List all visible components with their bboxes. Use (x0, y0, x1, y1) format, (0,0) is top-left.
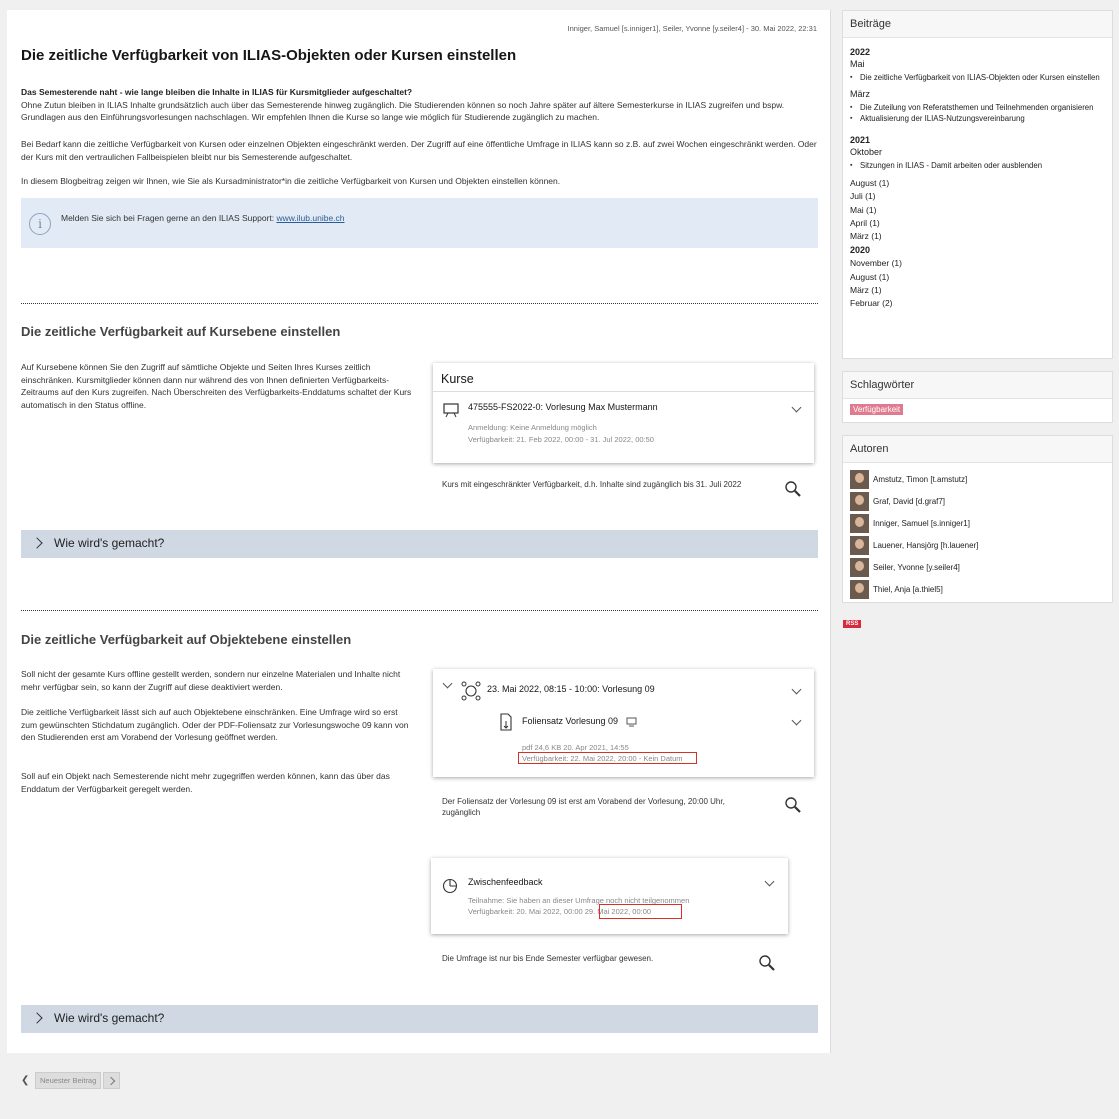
highlight-box (599, 904, 682, 919)
previous-icon[interactable]: ❮ (21, 1075, 30, 1086)
month-link[interactable]: August (1) (850, 271, 890, 282)
post-title: Die zeitliche Verfügbarkeit von ILIAS-Objekten oder Kursen einstellen (21, 47, 517, 64)
posts-panel (842, 10, 1113, 359)
month-link[interactable]: Februar (2) (850, 298, 893, 309)
list-maerz (850, 102, 1105, 125)
list-item[interactable]: ▪ Sitzungen in ILIAS - Damit arbeiten oder ausblenden (850, 160, 1105, 172)
author-item[interactable] (850, 578, 1105, 600)
months-2020 (850, 257, 1105, 310)
survey-title-link[interactable]: Zwischenfeedback (468, 877, 543, 887)
avatar (850, 580, 869, 599)
avatar (850, 492, 869, 511)
newest-post-button[interactable]: Neuester Beitrag (35, 1072, 101, 1089)
survey-availability-end: 29. Mai 2022, 00:00 (584, 907, 652, 916)
section2-title: Die zeitliche Verfügbarkeit auf Objektebene einstellen (21, 632, 352, 647)
author-item[interactable] (850, 468, 1105, 490)
card-title: Kurse (441, 372, 474, 386)
file-availability: Verfügbarkeit: 22. Mai 2022, 20:00 - Kein Datum (522, 754, 683, 763)
course-availability: Verfügbarkeit: 21. Feb 2022, 00:00 - 31. Jul 2022, 00:50 (468, 435, 654, 444)
accordion-label: Wie wird's gemacht? (54, 1011, 165, 1025)
author-item[interactable] (850, 534, 1105, 556)
zoom-icon[interactable] (758, 954, 776, 972)
chevron-down-icon[interactable] (792, 716, 802, 726)
section-divider (21, 610, 818, 611)
zoom-icon[interactable] (784, 796, 802, 814)
zoom-icon[interactable] (784, 480, 802, 498)
posts-panel-title: Beiträge (843, 11, 1112, 38)
months-2021 (850, 177, 1105, 243)
month-link[interactable]: Mai (1) (850, 204, 877, 215)
avatar (850, 514, 869, 533)
author-name: Seiler, Yvonne [y.seiler4] (873, 562, 960, 572)
file-meta: pdf 24,6 KB 20. Apr 2021, 14:55 (522, 743, 629, 752)
author-item[interactable] (850, 512, 1105, 534)
month-link[interactable]: August (1) (850, 178, 890, 188)
chevron-down-icon[interactable] (765, 877, 775, 887)
posts-panel-body (843, 38, 1112, 315)
year-2020[interactable]: 2020 (850, 245, 871, 256)
avatar (850, 536, 869, 555)
avatar (850, 558, 869, 577)
chevron-down-icon[interactable] (792, 403, 802, 413)
course-title-link[interactable]: 475555-FS2022-0: Vorlesung Max Mustermann (468, 402, 658, 412)
year-2021[interactable]: 2021 (850, 134, 871, 145)
lead-question: Das Semesterende naht - wie lange bleiben die Inhalte in ILIAS für Kursmitglieder aufgeschaltet? (21, 87, 413, 97)
list-oktober (850, 160, 1105, 172)
list-item[interactable]: ▪ Die Zuteilung von Referatsthemen und Teilnehmenden organisieren (850, 102, 1105, 114)
chevron-right-icon (31, 537, 42, 548)
list-mai (850, 72, 1105, 84)
rss-badge[interactable]: RSS (843, 620, 861, 628)
section1-text: Auf Kursebene können Sie den Zugriff auf sämtliche Objekte und Seiten Ihres Kurses zeitlich einschränken. Kursmitglieder können dann nur während des von Ihnen definierten Verfügbarkeits-Zeitraums auf den Kurs zugreifen. Nach Überschreiten des Verfügbarkeits-Enddatums schaltet der Kurs automatisch in den Status offline. (21, 362, 412, 410)
info-box (21, 198, 818, 248)
section1-title: Die zeitliche Verfügbarkeit auf Kursebene einstellen (21, 324, 341, 339)
authors-panel-body (843, 463, 1112, 604)
blog-post-panel (7, 10, 831, 1053)
author-item[interactable] (850, 490, 1105, 512)
course-card (433, 363, 814, 463)
chevron-down-icon[interactable] (443, 679, 453, 689)
survey-card (431, 858, 788, 934)
survey-participation: Teilnahme: Sie haben an dieser Umfrage noch nicht teilgenommen (468, 896, 690, 905)
course-icon (443, 402, 459, 418)
chevron-right-icon (31, 1012, 42, 1023)
month-maerz[interactable]: März (850, 88, 870, 99)
year-2022[interactable]: 2022 (850, 47, 871, 57)
howto-accordion-2[interactable] (21, 1005, 818, 1033)
survey-availability-start: Verfügbarkeit: 20. Mai 2022, 00:00 (468, 907, 585, 916)
post-paragraph-3: In diesem Blogbeitrag zeigen wir Ihnen, wie Sie als Kursadministrator*in die zeitliche Verfügbarkeit von Kursen und Objekten einstellen können. (21, 176, 561, 186)
month-mai[interactable]: Mai (850, 59, 865, 69)
next-button[interactable] (103, 1072, 120, 1089)
month-link[interactable]: März (1) (850, 231, 882, 242)
post-lead (21, 86, 819, 124)
highlight-box (518, 752, 697, 764)
month-link[interactable]: November (1) (850, 258, 902, 269)
info-label: Melden Sie sich bei Fragen gerne an den ILIAS Support: (61, 213, 277, 223)
month-link[interactable]: April (1) (850, 217, 880, 228)
section-divider (21, 303, 818, 304)
survey-caption: Die Umfrage ist nur bis Ende Semester verfügbar gewesen. (442, 954, 654, 963)
author-name: Thiel, Anja [a.thiel5] (873, 584, 943, 594)
list-item[interactable]: ▪ Die zeitliche Verfügbarkeit von ILIAS-Objekten oder Kursen einstellen (850, 72, 1105, 84)
section2-text2: Die zeitliche Verfügbarkeit lässt sich auf auch Objektebene einschränken. Eine Umfrage wird so erst zum gewünschten Stichdatum zugänglich. Oder der PDF-Foliensatz zur Vorlesungswoche 09 kann von den Studierenden erst am Vorabend der Vorlesung geöffnet werden. (21, 707, 409, 742)
author-name: Lauener, Hansjörg [h.lauener] (873, 540, 979, 550)
avatar (850, 470, 869, 489)
section2-text3: Soll auf ein Objekt nach Semesterende nicht mehr zugegriffen werden können, kann das über das Enddatum der Verfügbarkeit geregelt werden. (21, 771, 390, 794)
lead-text: Ohne Zutun bleiben in ILIAS Inhalte grundsätzlich auch über das Semesterende hinweg zugänglich. Die Studierenden können so noch Jahre später auf ältere Semesterkurse in ILIAS zugreifen und bspw. Grundlagen aus den Einführungsvorlesungen nachschlagen. Wir empfehlen Ihnen die Kurse so lange wie möglich für Studierende zugänglich zu machen. (21, 99, 785, 122)
author-name: Amstutz, Timon [t.amstutz] (873, 474, 968, 484)
authors-panel (842, 435, 1113, 603)
survey-icon (442, 878, 458, 894)
tags-panel-title: Schlagwörter (843, 372, 1112, 399)
post-pager (21, 1072, 120, 1089)
section2-text1: Soll nicht der gesamte Kurs offline gestellt werden, sondern nur einzelne Materialen und Inhalte nicht mehr verfügbar sein, so kann der Zugriff auf diese deaktiviert werden. (21, 669, 401, 692)
month-oktober[interactable]: Oktober (850, 146, 883, 157)
howto-accordion-1[interactable] (21, 530, 818, 558)
post-paragraph-2: Bei Bedarf kann die zeitliche Verfügbarkeit von Kursen oder einzelnen Objekten eingeschränkt werden. Der Zugriff auf eine öffentliche Umfrage in ILIAS kann so z.B. auf zwei Wochen eingeschränkt werden. Oder der Kurs mit den vertraulichen Fallbeispielen bleibt nur bis Semesterende aufgeschaltet. (21, 139, 817, 162)
month-link[interactable]: Juli (1) (850, 191, 876, 202)
course-registration: Anmeldung: Keine Anmeldung möglich (468, 423, 597, 432)
author-name: Graf, David [d.graf7] (873, 496, 946, 506)
tags-panel-body (843, 399, 1112, 423)
support-link[interactable]: www.ilub.unibe.ch (276, 213, 345, 223)
month-link[interactable]: März (1) (850, 285, 882, 296)
post-meta: Inniger, Samuel [s.inniger1], Seiler, Yvonne [y.seiler4] - 30. Mai 2022, 22:31 (567, 24, 817, 33)
info-icon: i (29, 213, 51, 235)
monitor-icon (626, 717, 637, 727)
info-text (61, 213, 345, 223)
author-item[interactable] (850, 556, 1105, 578)
session-icon (461, 681, 481, 701)
file-title-link[interactable]: Foliensatz Vorlesung 09 (522, 716, 619, 726)
author-name: Inniger, Samuel [s.inniger1] (873, 518, 970, 528)
tag-badge[interactable]: Verfügbarkeit (850, 404, 903, 415)
accordion-label: Wie wird's gemacht? (54, 536, 165, 550)
tags-panel (842, 371, 1113, 423)
session-card (433, 669, 814, 777)
chevron-down-icon[interactable] (792, 685, 802, 695)
list-item[interactable]: ▪ Aktualisierung der ILIAS-Nutzungsvereinbarung (850, 113, 1105, 125)
file-caption: Der Foliensatz der Vorlesung 09 ist erst am Vorabend der Vorlesung, 20:00 Uhr, zugänglich (442, 797, 725, 817)
file-icon (499, 713, 513, 731)
authors-panel-title: Autoren (843, 436, 1112, 463)
session-title-link[interactable]: 23. Mai 2022, 08:15 - 10:00: Vorlesung 09 (487, 684, 655, 694)
course-caption: Kurs mit eingeschränkter Verfügbarkeit, d.h. Inhalte sind zugänglich bis 31. Juli 2022 (442, 480, 742, 489)
